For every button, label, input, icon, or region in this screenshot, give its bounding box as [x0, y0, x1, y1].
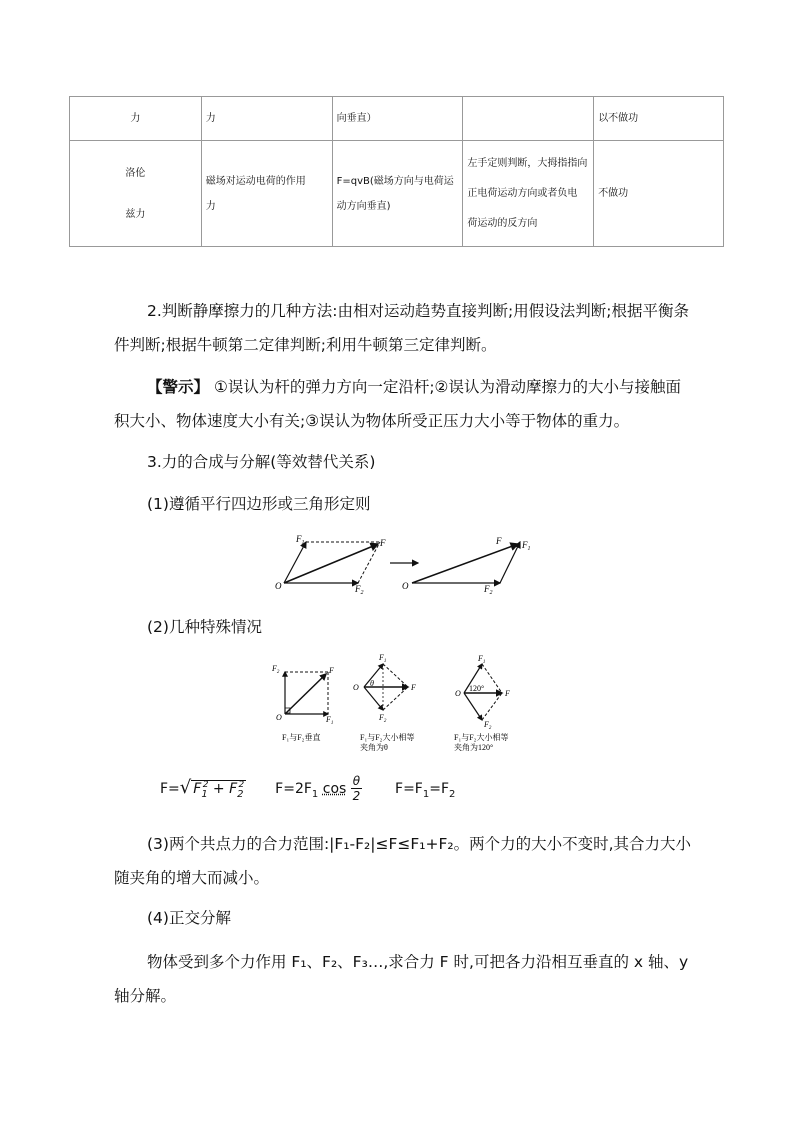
- subsection-heading: (1)遵循平行四边形或三角形定则: [147, 495, 371, 513]
- label-F2: $F_2$: [272, 664, 280, 675]
- label-F1: $F_1$: [379, 653, 387, 664]
- label-F: F: [496, 536, 502, 546]
- label-F1: $F_1$: [326, 715, 334, 726]
- formula-equal-theta: $F=2F_1$ cos $\frac{\theta}{2}$: [275, 774, 361, 803]
- special-case-formulas: [160, 774, 455, 803]
- label-F: F: [505, 689, 510, 698]
- table-row: [70, 141, 724, 247]
- section-heading: 3.力的合成与分解(等效替代关系): [147, 453, 376, 471]
- table-cell: 力: [70, 97, 202, 141]
- cell-text: 磁场对运动电荷的作用: [205, 175, 306, 187]
- table-cell: [463, 97, 594, 141]
- table-cell: 向垂直）: [332, 97, 463, 141]
- cell-text: 洛伦: [125, 167, 146, 179]
- label-O: O: [275, 581, 282, 591]
- warning-text: ①误认为杆的弹力方向一定沿杆;②误认为滑动摩擦力的大小与接触面积大小、物体速度大小有关;③误认为物体所受正压力大小等于物体的重力。: [114, 378, 681, 430]
- paragraph-warning: [114, 370, 694, 438]
- label-F2: $F_2$: [355, 584, 364, 594]
- parallelogram-figure: [270, 534, 540, 594]
- label-F: F: [380, 538, 386, 548]
- table-cell: [332, 141, 463, 247]
- cell-text: 动方向垂直): [336, 200, 391, 212]
- caption-equal-120: F₁与F₂大小相等: [454, 733, 509, 742]
- label-F2: $F_2$: [379, 713, 387, 724]
- label-F1: $F_1$: [478, 654, 486, 665]
- label-O: O: [402, 581, 409, 591]
- label-F: F: [411, 683, 416, 692]
- table-row: [70, 97, 724, 141]
- cell-text: 兹力: [125, 208, 146, 220]
- table-cell: 不做功: [594, 141, 724, 247]
- caption-equal-theta-angle: 夹角为θ: [360, 743, 388, 752]
- paragraph-resultant-range: (3)两个共点力的合力范围:|F₁-F₂|≤F≤F₁+F₂。两个力的大小不变时,其合力大小随夹角的增大而减小。: [114, 835, 692, 887]
- paragraph-orthogonal: 物体受到多个力作用 F₁、F₂、F₃…,求合力 F 时,可把各力沿相互垂直的 x 轴、y 轴分解。: [114, 953, 689, 1005]
- table-cell: [70, 141, 202, 247]
- label-O: O: [353, 683, 359, 692]
- subsection-heading: (2)几种特殊情况: [147, 618, 262, 636]
- warning-label: 【警示】: [147, 378, 210, 396]
- caption-equal-theta: F₁与F₂大小相等: [360, 733, 415, 742]
- cell-text: 荷运动的反方向: [467, 217, 538, 229]
- label-F: F: [329, 666, 334, 675]
- table-cell: 力: [201, 97, 332, 141]
- caption-perpendicular: F₁与F₂垂直: [282, 733, 321, 742]
- formula-perpendicular: F=√ $F_1^2 + F_2^2$: [160, 776, 245, 800]
- caption-equal-120-angle: 夹角为120°: [454, 743, 494, 752]
- cell-text: F=qvB(磁场方向与电荷运: [336, 175, 454, 187]
- label-F2: $F_2$: [484, 720, 492, 731]
- formula-equal-120: $F=F_1=F_2$: [395, 780, 456, 800]
- cell-text: 力: [205, 200, 216, 212]
- table-cell: [201, 141, 332, 247]
- label-O: O: [455, 689, 461, 698]
- theta-label: θ: [370, 679, 374, 688]
- force-table: [69, 96, 724, 247]
- label-O: O: [276, 713, 282, 722]
- table-cell: [463, 141, 594, 247]
- subsection-heading: (4)正交分解: [147, 909, 231, 927]
- cell-text: 正电荷运动方向或者负电: [467, 187, 578, 199]
- label-F2: $F_2$: [484, 584, 493, 594]
- special-cases-figure: [268, 652, 538, 752]
- label-F1: $F_1$: [296, 534, 305, 546]
- cell-text: 左手定则判断，大拇指指向: [467, 157, 588, 169]
- angle-label: 120°: [469, 684, 485, 693]
- table-cell: 以不做功: [594, 97, 724, 141]
- label-F1: $F_1$: [522, 540, 531, 552]
- paragraph-static-friction: 2.判断静摩擦力的几种方法:由相对运动趋势直接判断;用假设法判断;根据平衡条件判断;根据牛顿第二定律判断;利用牛顿第三定律判断。: [114, 302, 689, 354]
